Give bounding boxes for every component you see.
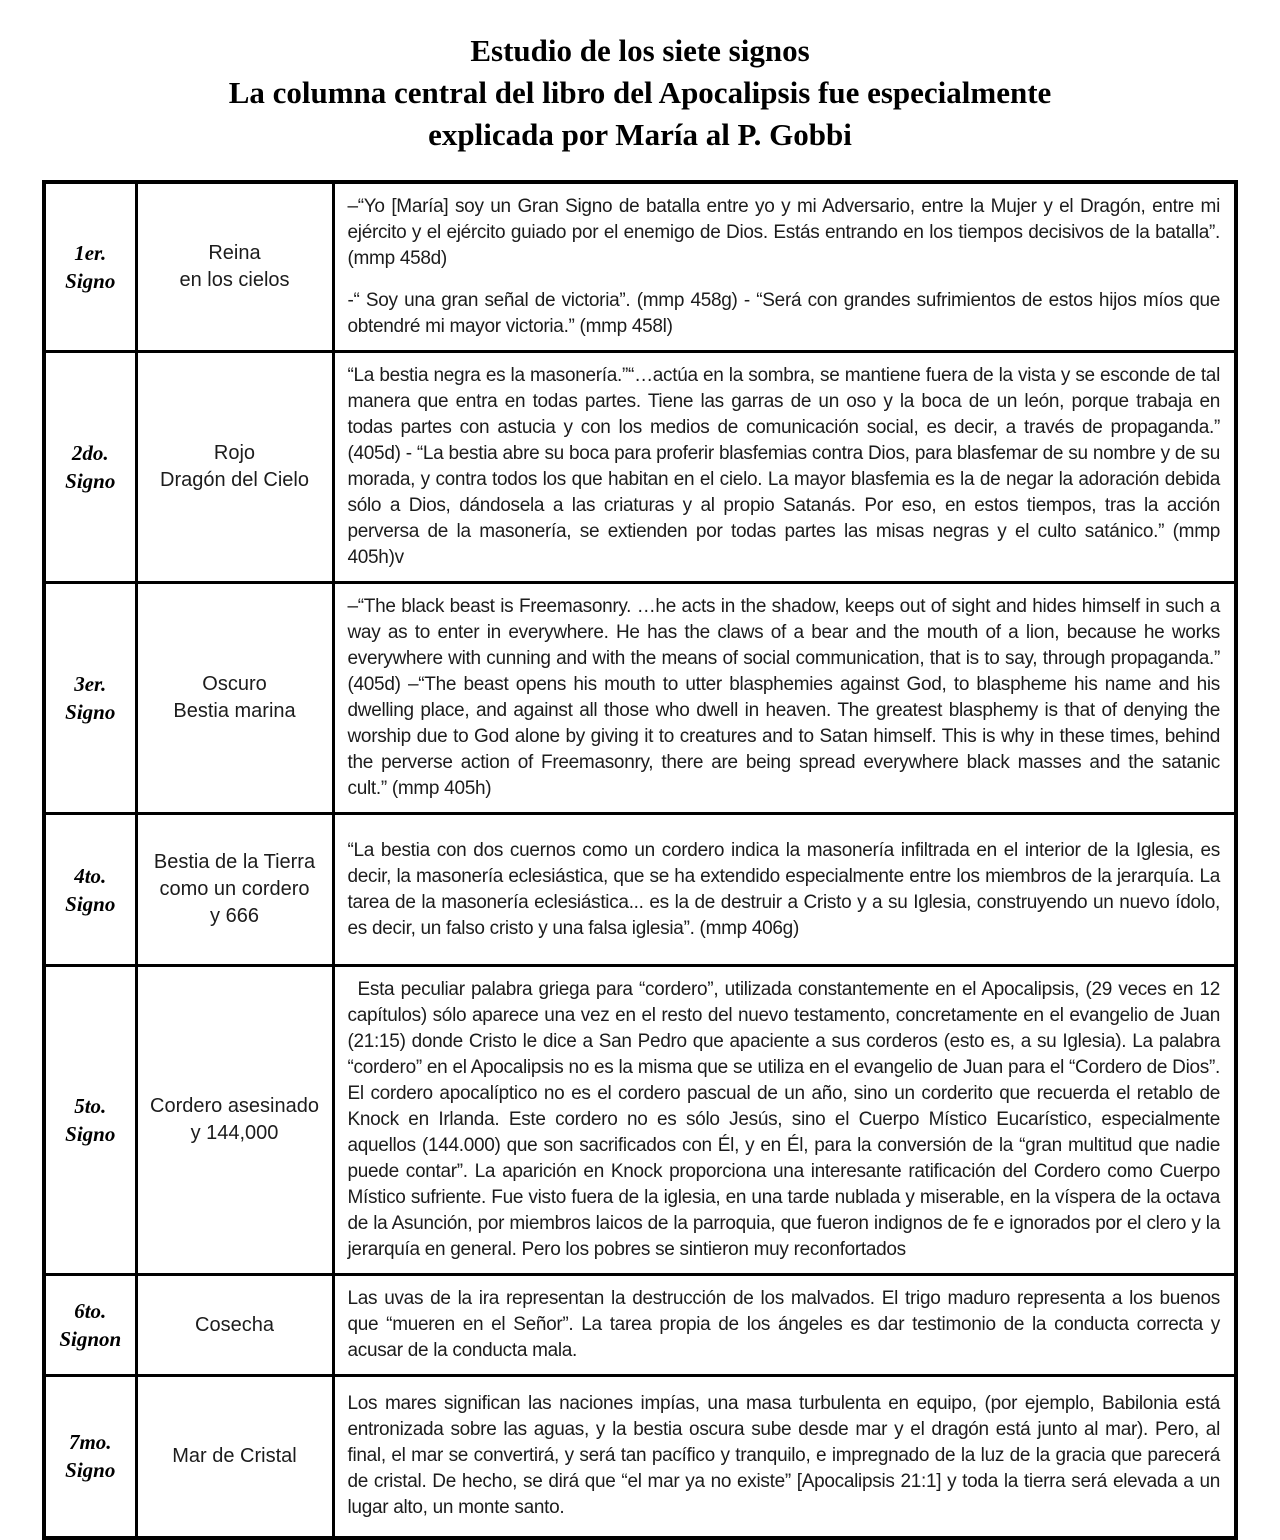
sign-ordinal-cell	[44, 352, 136, 583]
description-paragraph: –“Yo [María] soy un Gran Signo de batalla entre yo y mi Adversario, entre la Mujer y el Dragón, entre mi ejército y el ejército guiado por el enemigo de Dios. Estás entrando en los tiempos decisivos de la batalla”. (mmp 458d)	[347, 196, 1220, 269]
sign-name-cell	[136, 583, 333, 814]
description-paragraph: “La bestia con dos cuernos como un cordero indica la masonería infiltrada en el interior de la Iglesia, es decir, la masonería eclesiástica, que se ha extendido especialmente entre los miembros de la jerarquía. La tarea de la masonería eclesiástica... es la de destruir a Cristo y a su Iglesia, construyendo un nuevo ídolo, es decir, un falso cristo y una falsa iglesia”. (mmp 406g)	[347, 839, 1220, 939]
description-paragraph: Las uvas de la ira representan la destrucción de los malvados. El trigo maduro representa a los buenos que “mueren en el Señor”. La tarea propia de los ángeles es dar testimonio de la conducta correcta y acusar de la conducta mala.	[347, 1288, 1220, 1361]
sign-name-line: Mar de Cristal	[172, 1444, 297, 1467]
sign-name-cell	[136, 1275, 333, 1376]
sign-ordinal: 3er.	[74, 672, 107, 696]
description-paragraph: Los mares significan las naciones impías, una masa turbulenta en equipo, (por ejemplo, Babilonia está entronizada sobre las aguas, y la bestia oscura sube desde mar y el dragón está junto al mar). Pero, al final, el mar se convertirá, y será tan pacífico y tranquilo, e impregnado de la luz de la gracia que parecerá de cristal. De hecho, se dirá que “el mar ya no existe” [Apocalipsis 21:1] y toda la tierra será elevada a un lugar alto, un monte santo.	[347, 1393, 1220, 1519]
sign-description-cell	[333, 966, 1236, 1275]
sign-ordinal-cell	[44, 814, 136, 966]
sign-name-cell	[136, 352, 333, 583]
sign-ordinal-cell	[44, 182, 136, 352]
sign-name-line: Cordero asesinado	[150, 1095, 319, 1117]
sign-word: Signo	[65, 700, 116, 724]
table-row-sign-4	[44, 814, 1236, 966]
sign-ordinal: 5to.	[74, 1094, 107, 1118]
sign-name-line: Cosecha	[195, 1313, 274, 1336]
sign-ordinal: 1er.	[74, 241, 107, 265]
sign-name-line: Dragón del Cielo	[160, 469, 309, 491]
table-row-sign-5	[44, 966, 1236, 1275]
table-row-sign-2	[44, 352, 1236, 583]
sign-description-cell	[333, 352, 1236, 583]
description-paragraph: –“The black beast is Freemasonry. …he acts in the shadow, keeps out of sight and hides himself in such a way as to enter in everywhere. He has the claws of a bear and the mouth of a lion, because he works everywhere with cunning and with the means of social communication, that is to say, through propaganda.” (405d) –“The beast opens his mouth to utter blasphemies against God, to blaspheme his name and his dwelling place, and against all those who dwell in heaven. The greatest blasphemy is that of denying the worship due to God alone by giving it to creatures and to Satan himself. This is why in these times, behind the perverse action of Freemasonry, there are being spread everywhere black masses and the satanic cult.” (mmp 405h)	[347, 596, 1220, 799]
sign-name-cell	[136, 814, 333, 966]
title-line-2: La columna central del libro del Apocalipsis fue especialmente	[228, 75, 1052, 110]
description-paragraph: Esta peculiar palabra griega para “cordero”, utilizada constantemente en el Apocalipsis, (29 veces en 12 capítulos) sólo aparece una vez en el resto del nuevo testamento, concretamente en el evangelio de Juan (21:15) donde Cristo le dice a San Pedro que apaciente a sus corderos (esto es, a su Iglesia). La palabra “cordero” en el Apocalipsis no es la misma que se utiliza en el evangelio de Juan para el “Cordero de Dios”. El cordero apocalíptico no es el cordero pascual de un año, sino un corderito que recuerda el retablo de Knock en Irlanda. Este cordero no es sólo Jesús, sino el Cuerpo Místico Eucarístico, especialmente aquellos (144.000) que son sacrificados con Él, y en Él, para la conversión de la “gran multitud que nadie puede contar”. La aparición en Knock proporciona una interesante ratificación del Cordero como Cuerpo Místico sufriente. Fue visto fuera de la iglesia, en una tarde nublada y miserable, en la víspera de la octava de la Asunción, por miembros laicos de la parroquia, que fueron indignos de fe e ignorados por el clero y la jerarquía en general. Pero los pobres se sintieron muy reconfortados	[347, 979, 1220, 1260]
sign-description-cell	[333, 1376, 1236, 1538]
sign-ordinal-cell	[44, 1275, 136, 1376]
table-row-sign-6	[44, 1275, 1236, 1376]
sign-ordinal: 6to.	[74, 1299, 107, 1323]
sign-name-line: Bestia marina	[173, 700, 296, 722]
sign-word: Signon	[59, 1327, 122, 1351]
title-line-1: Estudio de los siete signos	[470, 33, 810, 68]
sign-name-line: Rojo	[213, 442, 256, 464]
table-row-sign-3	[44, 583, 1236, 814]
sign-name-line: en los cielos	[179, 269, 290, 291]
sign-ordinal-cell	[44, 1376, 136, 1538]
signs-table	[42, 180, 1238, 1540]
sign-name-line: Bestia de la Tierra	[153, 851, 316, 873]
sign-description-cell	[333, 583, 1236, 814]
sign-word: Signo	[65, 1122, 116, 1146]
sign-ordinal-cell	[44, 966, 136, 1275]
sign-description-cell	[333, 1275, 1236, 1376]
sign-name-line: Oscuro	[202, 673, 267, 695]
sign-ordinal: 7mo.	[68, 1430, 112, 1455]
sign-description-cell	[333, 814, 1236, 966]
sign-name-line: y 666	[210, 905, 259, 927]
sign-ordinal: 4to.	[74, 863, 107, 888]
sign-description-cell	[333, 182, 1236, 352]
title-line-3: explicada por María al P. Gobbi	[428, 117, 852, 152]
sign-name-cell	[136, 1376, 333, 1538]
sign-word: Signo	[65, 469, 116, 493]
sign-name-line: Reina	[208, 242, 261, 264]
sign-name-cell	[136, 966, 333, 1275]
sign-word: Signo	[65, 1458, 116, 1483]
description-paragraph: -“ Soy una gran señal de victoria”. (mmp 458g) - “Será con grandes sufrimientos de estos hijos míos que obtendré mi mayor victoria.” (mmp 458l)	[347, 290, 1220, 337]
page-title	[0, 0, 1280, 156]
sign-word: Signo	[65, 269, 116, 293]
description-paragraph: “La bestia negra es la masonería.”“…actúa en la sombra, se mantiene fuera de la vista y se esconde de tal manera que entra en todas partes. Tiene las garras de un oso y la boca de un león, porque trabaja en todas partes con astucia y con los medios de comunicación social, es decir, a través de propaganda.” (405d) - “La bestia abre su boca para proferir blasfemias contra Dios, para blasfemar de su nombre y de su morada, y contra todos los que habitan en el cielo. La mayor blasfemia es la de negar la adoración debida sólo a Dios, dándosela a las criaturas y al propio Satanás. Por eso, en estos tiempos, tras la acción perversa de la masonería, se extienden por todas partes las misas negras y el culto satánico.” (mmp 405h)v	[347, 365, 1220, 568]
sign-ordinal-cell	[44, 583, 136, 814]
table-row-sign-1	[44, 182, 1236, 352]
sign-name-line: y 144,000	[190, 1122, 279, 1144]
table-row-sign-7	[44, 1376, 1236, 1538]
sign-ordinal: 2do.	[71, 441, 109, 465]
sign-word: Signo	[65, 891, 116, 916]
sign-name-line: como un cordero	[159, 878, 310, 900]
sign-name-cell	[136, 182, 333, 352]
